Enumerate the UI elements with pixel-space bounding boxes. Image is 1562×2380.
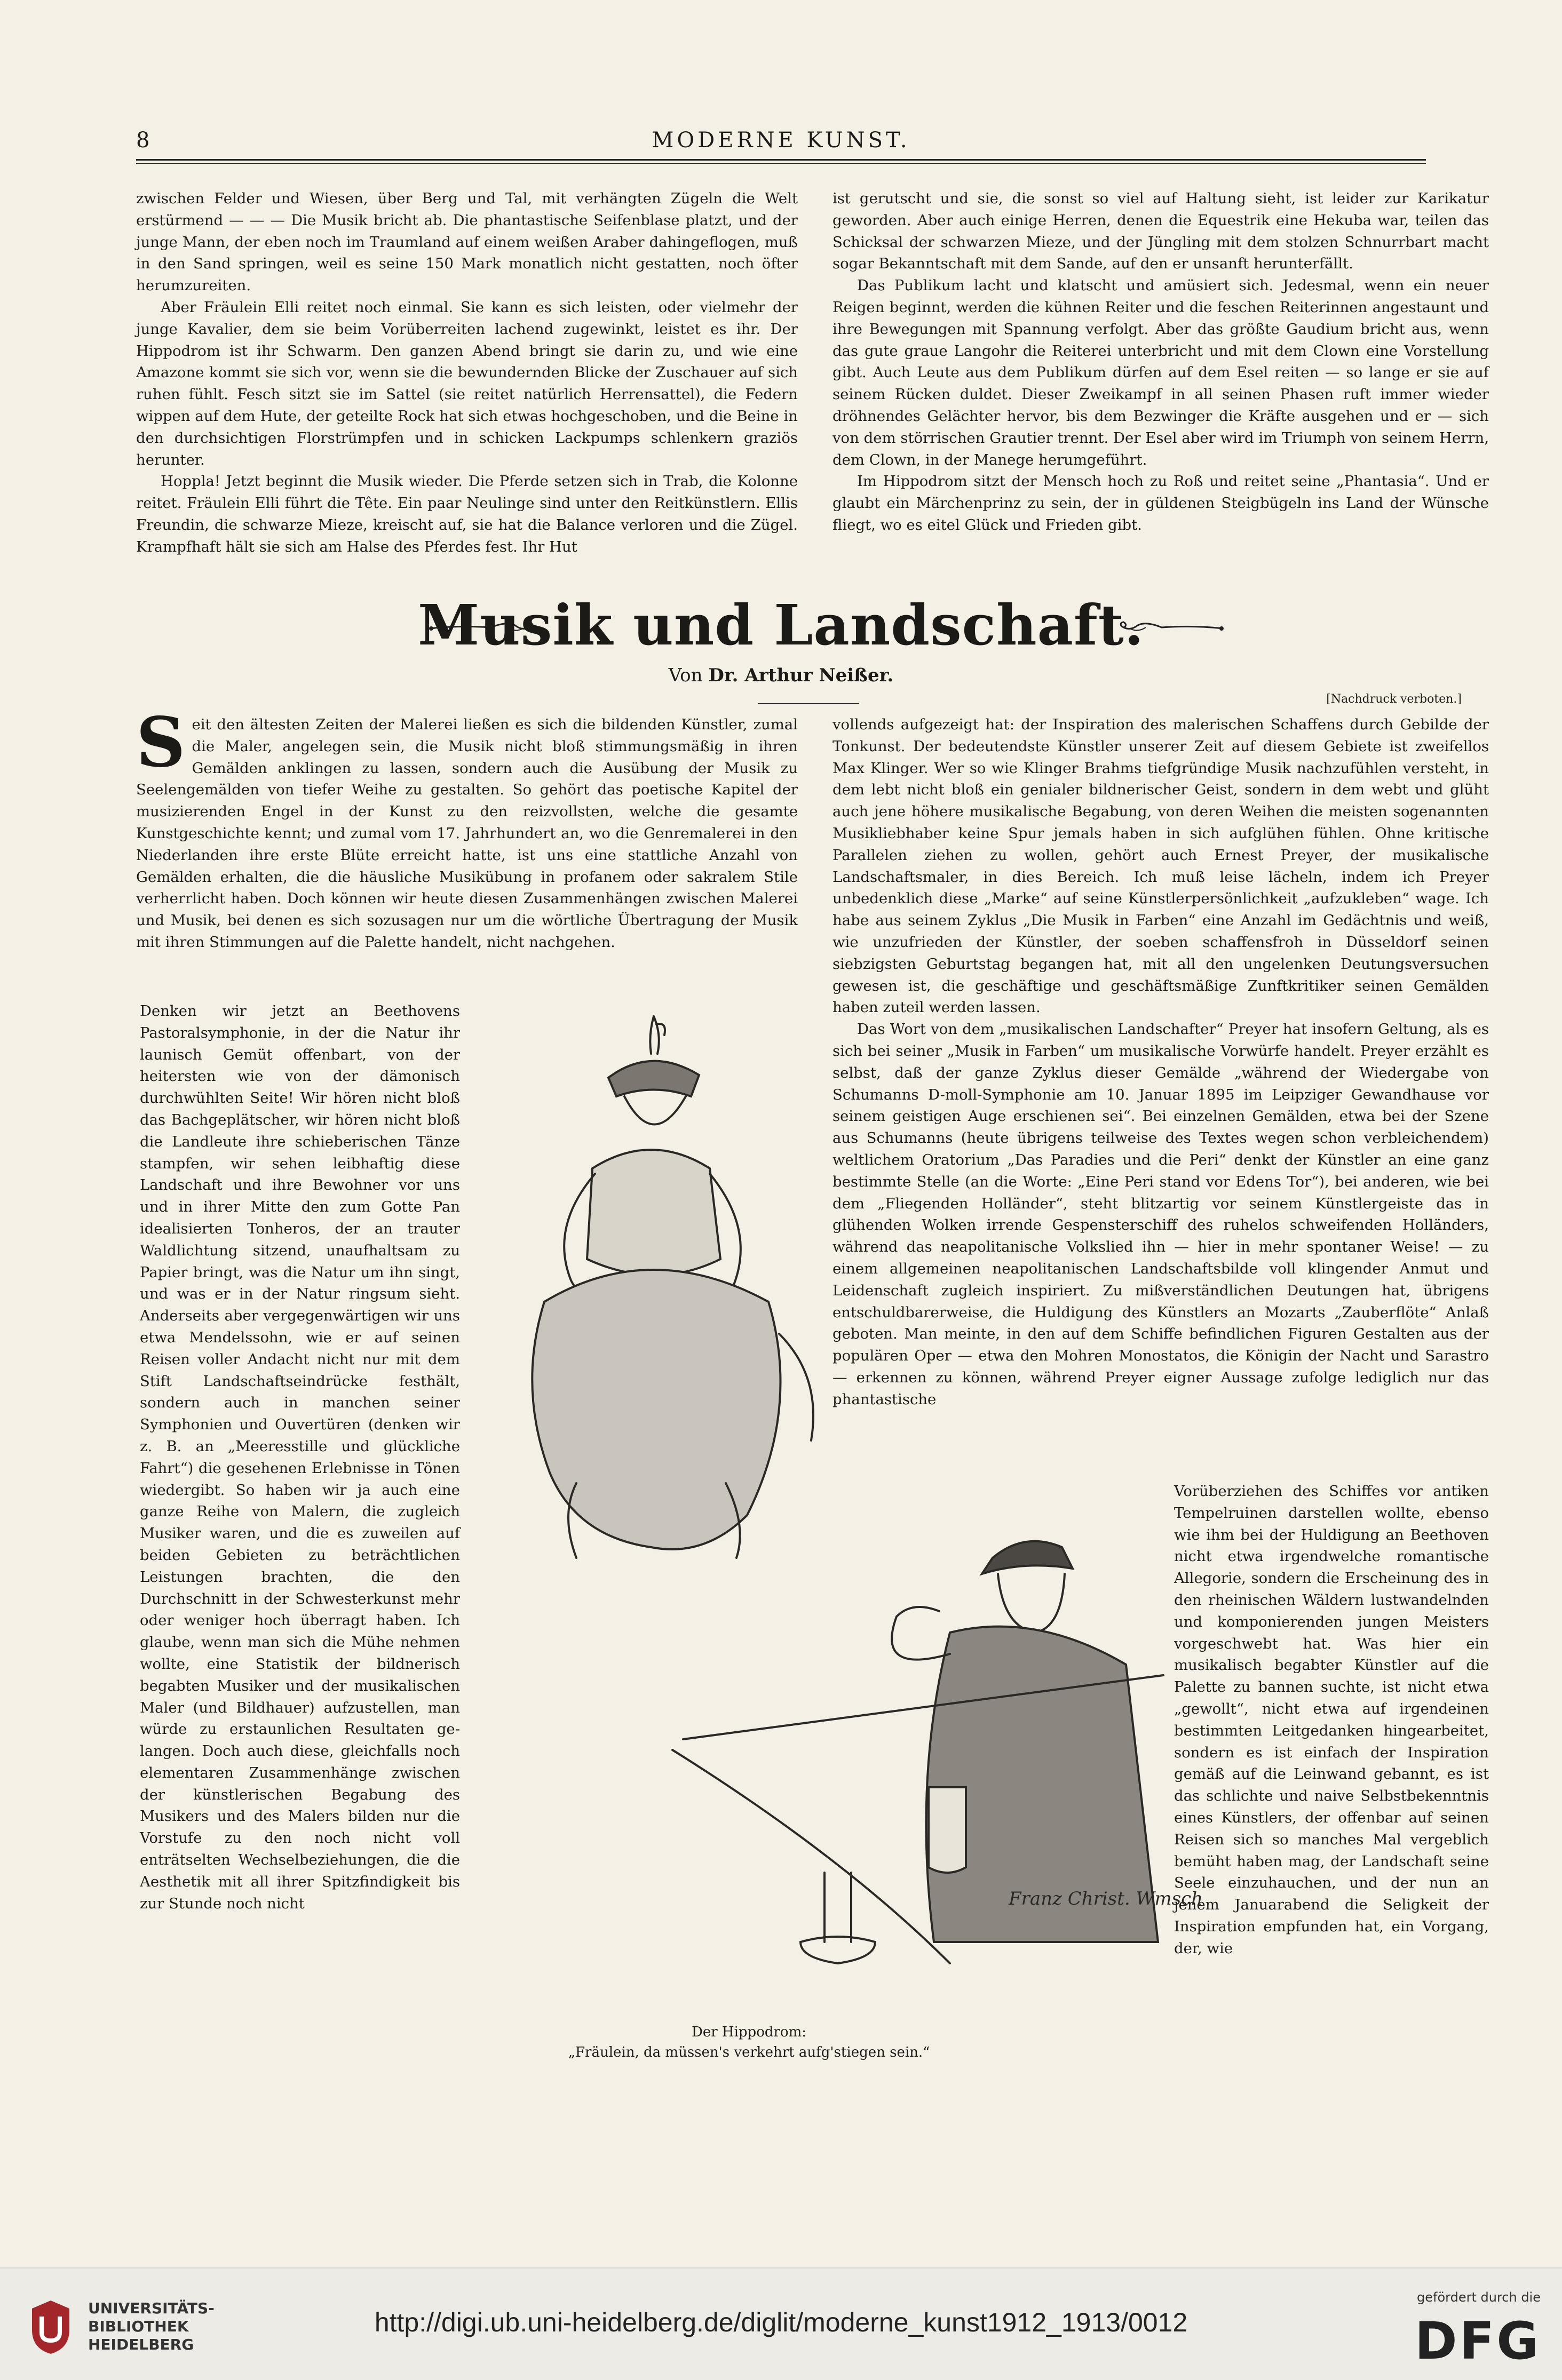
article-left-column — [136, 703, 798, 953]
page-number: 8 — [136, 128, 150, 153]
hippodrome-illustration — [470, 1003, 1203, 2017]
running-title: MODERNE KUNST. — [652, 128, 910, 153]
paragraph: Im Hippodrom sitzt der Mensch hoch zu Roß und reitet seine „Phantasia“. Und er glaubt ein Märchenprinz zu sein, der in güldenen Steigbügeln ins Land der Wünsche fliegt, wo es eitel Glück und Frieden gibt. — [832, 473, 1489, 534]
article-title: Musik und Landschaft. — [418, 592, 1144, 658]
hat-feather — [650, 1016, 665, 1054]
paragraph: Vorüberziehen des Schiffes vor antiken Tempelruinen darstellen wollte, ebenso wie ihm bei der Huldigung an Beethoven nicht etwa irgendwelche romantische Allegorie, sondern die Erscheinung des in den rheinischen Wäldern lustwandelnden und komponierenden jungen Meisters vorgeschwebt hat. Was hier ein musikalisch begabter Künstler auf die Palette zu bannen suchte, ist nicht etwa „gewollt“, nicht etwa auf irgendeinen bestimmten Leitgedanken hingearbeitet, sondern es ist einfach der Inspiration gemäß auf die Leinwand gebannt, es ist das schlichte und naive Selbstbekenntnis eines Künstlers, der offenbar auf seinen Reisen sich so manches Mal vergeblich bemüht haben mag, der Landschaft seine Seele einzuhauchen, und der nun an jenem Januarabend die Seligkeit der Inspiration empfunden hat, ein Vorgang, der, wie — [1174, 1483, 1489, 1957]
illustration-caption — [470, 2022, 1028, 2063]
paragraph — [136, 703, 798, 953]
paragraph: ist gerutscht und sie, die sonst so viel auf Haltung sieht, ist leider zur Karikatur geworden. Aber auch einige Herren, denen die Equestrik eine Hekuba war, teilen das Schicksal der schwarzen Mieze, und der Jüngling mit dem stolzen Schnurrbart macht sogar Bekanntschaft mit dem Sande, auf den er unsanft herunterfällt. — [832, 190, 1489, 273]
viewer-footer — [0, 2267, 1562, 2380]
woman-head — [624, 1096, 686, 1125]
article-left-narrow-column — [140, 1000, 460, 1914]
dfg-logo: DFG — [1414, 2311, 1541, 2371]
woman-body — [587, 1150, 720, 1275]
header-rule — [136, 159, 1426, 161]
byline-rule — [758, 703, 859, 704]
artist-signature: Franz Christ. Wmsch — [1009, 1888, 1203, 1909]
university-line-2: BIBLIOTHEK — [88, 2318, 189, 2335]
header-rule-thin — [136, 163, 1426, 164]
caption-text: „Fräulein, da müssen's verkehrt aufg'stiegen sein.“ — [568, 2044, 930, 2060]
article-right-narrow-column — [1174, 1480, 1489, 1960]
document-url[interactable]: http://digi.ub.uni-heidelberg.de/diglit/moderne_kunst1912_1913/0012 — [374, 2307, 1188, 2337]
byline — [0, 665, 1562, 686]
paragraph: Das Publikum lacht und klatscht und amüsiert sich. Jedesmal, wenn ein neuer Reigen beginnt, werden die kühnen Reiter und die feschen Reiterinnen angestaunt und ihre Bewegungen mit Spannung verfolgt. Aber das größte Gaudium bricht aus, wenn das gute graue Langohr die Reiterei unterbricht und mit dem Clown eine Vorstellung gibt. Auch Leute aus dem Publikum dürfen auf dem Esel reiten — so lange er sie auf seinem Rücken duldet. Dieser Zweikampf in all seinen Phasen ruft immer wieder dröhnendes Gelächter hervor, bis dem Bezwinger die Kräfte ausgehen und er — sich von dem störrischen Grautier trennt. Der Esel aber wird im Triumph von seinem Herrn, dem Clown, in der Manege herumgeführt. — [832, 277, 1489, 468]
paragraph-text: eit den ältesten Zeiten der Malerei ließen es sich die bildenden Künstler, zumal die Maler, angelegen sein, die Musik nicht bloß stimmungsmäßig in ihren Gemälden anklingen zu lassen, sondern auch die Ausübung der Musik zu Seelengemälden von tiefer Weihe zu gestalten. So gehört das poetische Kapitel der musizierenden Engel in der Kunst zu den reizvollsten, welche die gesamte Kunstgeschichte kennt; und zumal vom 17. Jahrhundert an, wo die Genremalerei in den Niederlanden ihre erste Blüte erreicht hatte, ist uns eine stattliche Anzahl von Gemälden erhalten, die die häusliche Musikübung in profanem oder sakralem Stile verherrlicht haben. Doch können wir heute diesen Zusammenhängen zwischen Malerei und Musik, bei denen es sich sozusagen nur um die wörtliche Übertragung der Musik mit ihren Stimmungen auf die Palette handelt, nicht nachgehen. — [136, 716, 798, 951]
running-head — [136, 124, 1426, 156]
woman-hat — [608, 1061, 699, 1096]
byline-prefix: Von — [668, 665, 703, 686]
man-arm — [892, 1607, 950, 1660]
caption-title: Der Hippodrom: — [692, 2024, 806, 2040]
paragraph: Das Wort von dem „musikalischen Landschafter“ Preyer hat insofern Geltung, als es sich bei seiner „Musik in Farben“ um musikalische Vorwürfe handelt. Preyer erzählt es selbst, daß der ganze Zyklus dieser Gemälde „während der Wiedergabe von Schumanns D-moll-Symphonie am 10. Januar 1895 im Leipziger Gewandhause vor seinem geistigen Auge erschienen sei“. Bei einzelnen Gemälden, etwa bei der Szene aus Schumanns (heute übrigens teilweise des Textes wegen schon verbleichendem) weltlichem Oratorium „Das Paradies und die Peri“ denkt der Künstler an eine ganz bestimmte Stelle (an die Worte: „Eine Peri stand vor Edens Tor“), bei anderen, wie bei dem „Fliegenden Holländer“, steht blitzartig vor seinem Künstlergeiste das in glühenden Wolken irrende Gespensterschiff des ruhelos schweifenden Holländers, während das neapolitanische Volkslied ihn — hier in mehr spontaner Weise! — zu einem allgemeinen neapolitanischen Landschaftsbilde voll klingender Anmut und Leidenschaft zugleich inspiriert. Zu mißverständlichen Deutungen hat, übrigens entschuldbarerweise, die Huldigung des Künstlers an Mozarts „Zauberflöte“ Anlaß geboten. Man meinte, in den auf dem Schiffe befindlichen Figuren Gestalten aus der populären Oper — etwa den Mohren Monostatos, die Königin der Nacht und Sarastro — erkennen zu können, während Preyer eigner Aussage zufolge lediglich nur das phantastische — [832, 1021, 1489, 1408]
paragraph: Aber Fräulein Elli reitet noch einmal. Sie kann es sich leisten, oder vielmehr der junge Kavalier, dem sie beim Vorüberreiten lachend zugewinkt, leistet es ihr. Der Hippodrom ist ihr Schwarm. Den ganzen Abend bringt sie darin zu, und wie eine Amazone kommt sie sich vor, wenn sie die bewundernden Blicke der Zuschauer auf sich ruhen fühlt. Fesch sitzt sie im Sattel (sie reitet natürlich Herrensattel), die Federn wippen auf dem Hute, der geteilte Rock hat sich etwas hochgeschoben, und die Beine in den durchsichtigen Florstrümpfen und in schicken Lackpumps schlenkern graziös herunter. — [136, 298, 798, 468]
paragraph: zwischen Felder und Wiesen, über Berg und Tal, mit verhängten Zügeln die Welt erstürmend — — — Die Musik bricht ab. Die phantastische Seifenblase platzt, und der junge Mann, der eben noch im Traumland auf einem weißen Araber dahingeflogen, muß in den Sand springen, weil es seine 150 Mark monatlich nicht gestatten, noch öfter herumzureiten. — [136, 190, 798, 294]
previous-article-right-column — [832, 188, 1489, 536]
man-hat — [982, 1541, 1073, 1574]
previous-article-left-column — [136, 188, 798, 558]
author-name: Dr. Arthur Neißer. — [708, 665, 894, 686]
paragraph: Denken wir jetzt an Beethovens Pastoralsymphonie, in der die Natur ihr launisch Gemüt offenbart, von der heitersten wie von der dämonisch durchwühlten Seite! Wir hören nicht bloß das Bachgeplätscher, wir hören nicht bloß die Landleute ihre schieberischen Tänze stampfen, wir sehen leibhaftig diese Landschaft und ihre Bewohner vor uns und in ihrer Mitte den zum Gotte Pan idealisierten Tonheros, der an trauter Waldlichtung sitzend, unaufhaltsam zu Papier bringt, was die Natur um ihn singt, und was er in der Natur ringsum sieht. Anderseits aber vergegenwärtigen wir uns etwa Mendelssohn, wie er auf seinen Reisen voller Andacht nicht nur mit dem Stift Landschaftseindrücke festhält, sondern auch in manchen seiner Symphonien und Ouvertüren (denken wir z. B. an „Meeresstille und glückliche Fahrt“) die gesehenen Erlebnisse in Tönen wiedergibt. So haben wir ja auch eine ganze Reihe von Malern, die zugleich Musiker waren, und die es zuweilen auf beiden Gebieten zu beträchtlichen Leistungen brachten, die den Durchschnitt in der Schwesterkunst mehr oder weniger hoch überragt haben. Ich glaube, wenn man sich die Mühe nehmen wollte, eine Statistik der bildnerisch begabten Musiker und der musikalischen Maler (und Bildhauer) aufzustellen, man würde zu erstaunlichen Resultaten gelangen. Doch auch diese, gleichfalls noch elementaren Zusammenhänge zwischen der künstlerischen Begabung des Musikers und des Malers bilden nur die Vorstufe zu den noch nicht voll enträtselten Wechselbeziehungen, die die Aesthetik mit all ihrer Spitzfindigkeit bis zur Stunde noch nicht — [140, 1002, 460, 1912]
man-head — [998, 1574, 1065, 1633]
drop-cap: S — [136, 703, 186, 783]
university-line-3: HEIDELBERG — [88, 2336, 194, 2353]
beer-glass — [929, 1787, 966, 1873]
paragraph: Hoppla! Jetzt beginnt die Musik wieder. Die Pferde setzen sich in Trab, die Kolonne reitet. Fräulein Elli führt die Tête. Ein paar Neulinge sind unter den Reitkünstlern. Ellis Freundin, die schwarze Mieze, kreischt auf, sie hat die Balance verloren und die Zügel. Krampfhaft hält sie sich am Halse des Pferdes fest. Ihr Hut — [136, 473, 798, 555]
funding-label: gefördert durch die — [1417, 2290, 1541, 2305]
reprint-notice: [Nachdruck verboten.] — [1326, 692, 1462, 706]
university-line-1: UNIVERSITÄTS- — [88, 2299, 215, 2317]
paragraph: vollends aufgezeigt hat: der Inspiration des malerischen Schaffens durch Gebilde der Tonkunst. Der bedeutendste Künstler unserer Zeit auf diesem Gebiete ist zweifellos Max Klinger. Wer so wie Klinger Brahms tiefgründige Musik nachzufühlen versteht, in dem lebt nicht bloß ein genialer bildnerischer Geist, sondern in dem webt und glüht auch jene höhere musikalische Begabung, von deren Weihen die meisten sogenannten Musikliebhaber keine Spur jemals haben in sich aufglühen fühlen. Ohne kritische Parallelen ziehen zu wollen, gehört auch Ernest Preyer, der musikalische Landschaftsmaler, in dies Bereich. Ich muß leise lächeln, indem ich Preyer unbedenklich diese „Marke“ auf seine Künstlerpersönlichkeit „aufzukleben“ wage. Ich habe aus seinem Zyklus „Die Musik in Farben“ eine Anzahl im Gedächtnis und weiß, wie unzufrieden der Künstler, der soeben schaffensfroh in Düsseldorf seinen siebzigsten Geburtstag begangen hat, mit all den ungelenken Deutungsversuchen gewesen ist, die geschäftige und geschäftsmäßige Zunftkritiker seinen Gemälden haben zuteil werden lassen. — [832, 716, 1489, 1016]
